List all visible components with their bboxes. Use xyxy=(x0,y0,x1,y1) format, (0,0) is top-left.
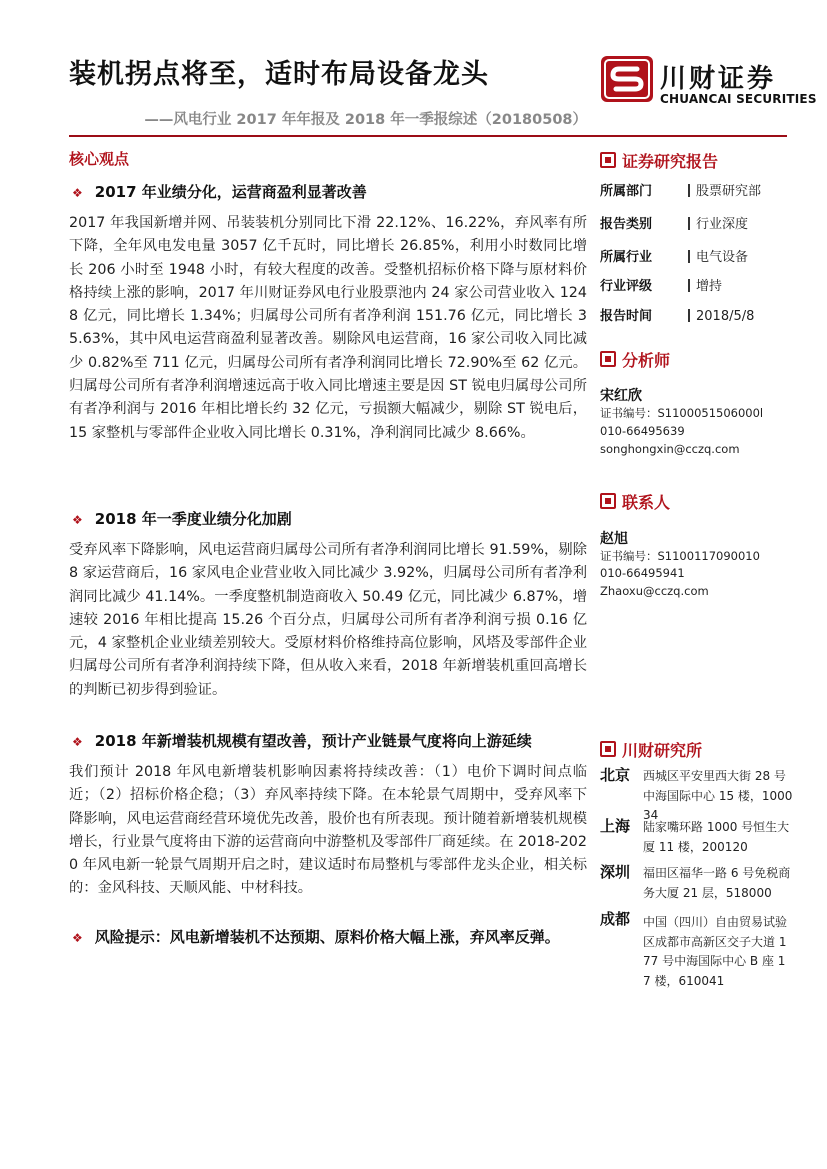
section-square-icon xyxy=(600,351,616,367)
section-text-2017: 2017 年我国新增并网、吊装装机分别同比下滑 22.12%、16.22%，弃风率有所下降，全年风电发电量 3057 亿千瓦时，同比增长 26.85%，利用小时数同比增长 206 小时至 1948 小时，有较大程度的改善。受整机招标价格下降与原材料价格持续上涨的影响，2017 年川财证券风电行业股票池内 24 家公司营业收入 1248 亿元，同比增长 1.34%；归属母公司所有者净利润 151.76 亿元，同比增长 35.63%，其中风电运营商盈利显著改善。剔除风电运营商，16 家公司收入同比减少 0.82%至 711 亿元，归属母公司所有者净利润同比增长 72.90%至 62 亿元。归属母公司所有者净利润增速远高于收入同比增速主要是因 ST 锐电归属母公司所有者净利润与 2016 年相比增长约 32 亿元，亏损额大幅减少，剔除 ST 锐电后，15 家整机与零部件企业收入同比增长 0.31%，净利润同比减少 8.66%。 xyxy=(69,215,587,441)
contact-name: 赵旭 xyxy=(600,531,628,547)
diamond-bullet-icon: ❖ xyxy=(72,931,83,945)
analyst-name: 宋红欣 xyxy=(600,388,642,404)
contact-phone: 010-66495941 xyxy=(600,566,685,580)
section-text-2018q1: 受弃风率下降影响，风电运营商归属母公司所有者净利润同比增长 91.59%，剔除 8 家运营商后，16 家风电企业营业收入同比减少 3.92%，归属母公司所有者净利润同比减少 41.14%。一季度整机制造商收入 50.49 亿元，同比减少 6.87%，增速较 2016 年相比提高 15.26 个百分点，归属母公司所有者净利润亏损 0.16 亿元，4 家整机企业业绩差别较大。受原材料价格维持高位影响，风塔及零部件企业归属母公司所有者净利润持续下降，但从收入来看，2018 年新增装机重回高增长的判断已初步得到验证。 xyxy=(69,542,587,698)
diamond-bullet-icon: ❖ xyxy=(72,513,83,527)
core-points-title: 核心观点 xyxy=(69,150,130,168)
office-city-chengdu: 成都 xyxy=(600,910,631,928)
office-address-beijing: 西城区平安里西大街 28 号中海国际中心 15 楼，100034 xyxy=(643,769,793,822)
info-row-industry: 所属行业 电气设备 xyxy=(600,250,749,265)
office-city-shenzhen: 深圳 xyxy=(600,863,631,881)
chuancai-logo-icon xyxy=(601,56,653,102)
contact-cert: 证书编号：S1100117090010 xyxy=(600,549,760,563)
office-address-shenzhen: 福田区福华一路 6 号免税商务大厦 21 层，518000 xyxy=(643,866,791,900)
diamond-bullet-icon: ❖ xyxy=(72,186,83,200)
office-address-chengdu: 中国（四川）自由贸易试验区成都市高新区交子大道 177 号中海国际中心 B 座 17 楼，610041 xyxy=(643,915,788,988)
report-title: 装机拐点将至，适时布局设备龙头 xyxy=(69,59,489,90)
info-row-department: 所属部门 股票研究部 xyxy=(600,184,762,199)
analyst-cert: 证书编号：S1100051506000l xyxy=(600,406,764,420)
diamond-bullet-icon: ❖ xyxy=(72,735,83,749)
header-divider xyxy=(69,135,787,137)
analyst-phone: 010-66495639 xyxy=(600,424,685,438)
contact-email[interactable]: Zhaoxu@cczq.com xyxy=(600,584,709,598)
contact-heading: 联系人 xyxy=(600,490,670,513)
section-text-2018-outlook: 我们预计 2018 年风电新增装机影响因素将持续改善：（1）电价下调时间点临近；（2）招标价格企稳；（3）弃风率持续下降。在本轮景气周期中，受弃风率下降影响，风电运营商经营环境优先改善，股价也有所表现。预计随着新增装机规模增长，行业景气度将由下游的运营商向中游整机及零部件厂商延续。在 2018-2020 年风电新一轮景气周期开启之时，建议适时布局整机与零部件龙头企业，相关标的：金风科技、天顺风能、中材科技。 xyxy=(69,764,587,897)
office-city-shanghai: 上海 xyxy=(600,817,631,835)
logo-english-name: CHUANCAI SECURITIES xyxy=(660,92,817,106)
analyst-email[interactable]: songhongxin@cczq.com xyxy=(600,442,740,456)
section-heading-2017: ❖ 2017 年业绩分化，运营商盈利显著改善 xyxy=(72,183,367,201)
info-row-date: 报告时间 2018/5/8 xyxy=(600,309,755,324)
section-square-icon xyxy=(600,741,616,757)
section-square-icon xyxy=(600,493,616,509)
section-heading-2018q1: ❖ 2018 年一季度业绩分化加剧 xyxy=(72,510,292,528)
office-address-shanghai: 陆家嘴环路 1000 号恒生大厦 11 楼，200120 xyxy=(643,820,790,854)
info-row-rating: 行业评级 增持 xyxy=(600,279,723,294)
risk-warning: ❖ 风险提示：风电新增装机不达预期、原料价格大幅上涨，弃风率反弹。 xyxy=(72,928,560,946)
report-type-heading: 证券研究报告 xyxy=(600,149,718,172)
info-row-category: 报告类别 行业深度 xyxy=(600,217,749,232)
logo-chinese-name: 川财证券 xyxy=(660,64,777,94)
section-square-icon xyxy=(600,152,616,168)
office-city-beijing: 北京 xyxy=(600,766,631,784)
report-subtitle: ——风电行业 2017 年年报及 2018 年一季报综述（20180508） xyxy=(144,112,587,128)
institute-heading: 川财研究所 xyxy=(600,738,702,761)
analyst-heading: 分析师 xyxy=(600,348,670,371)
section-heading-2018-outlook: ❖ 2018 年新增装机规模有望改善，预计产业链景气度将向上游延续 xyxy=(72,732,532,750)
